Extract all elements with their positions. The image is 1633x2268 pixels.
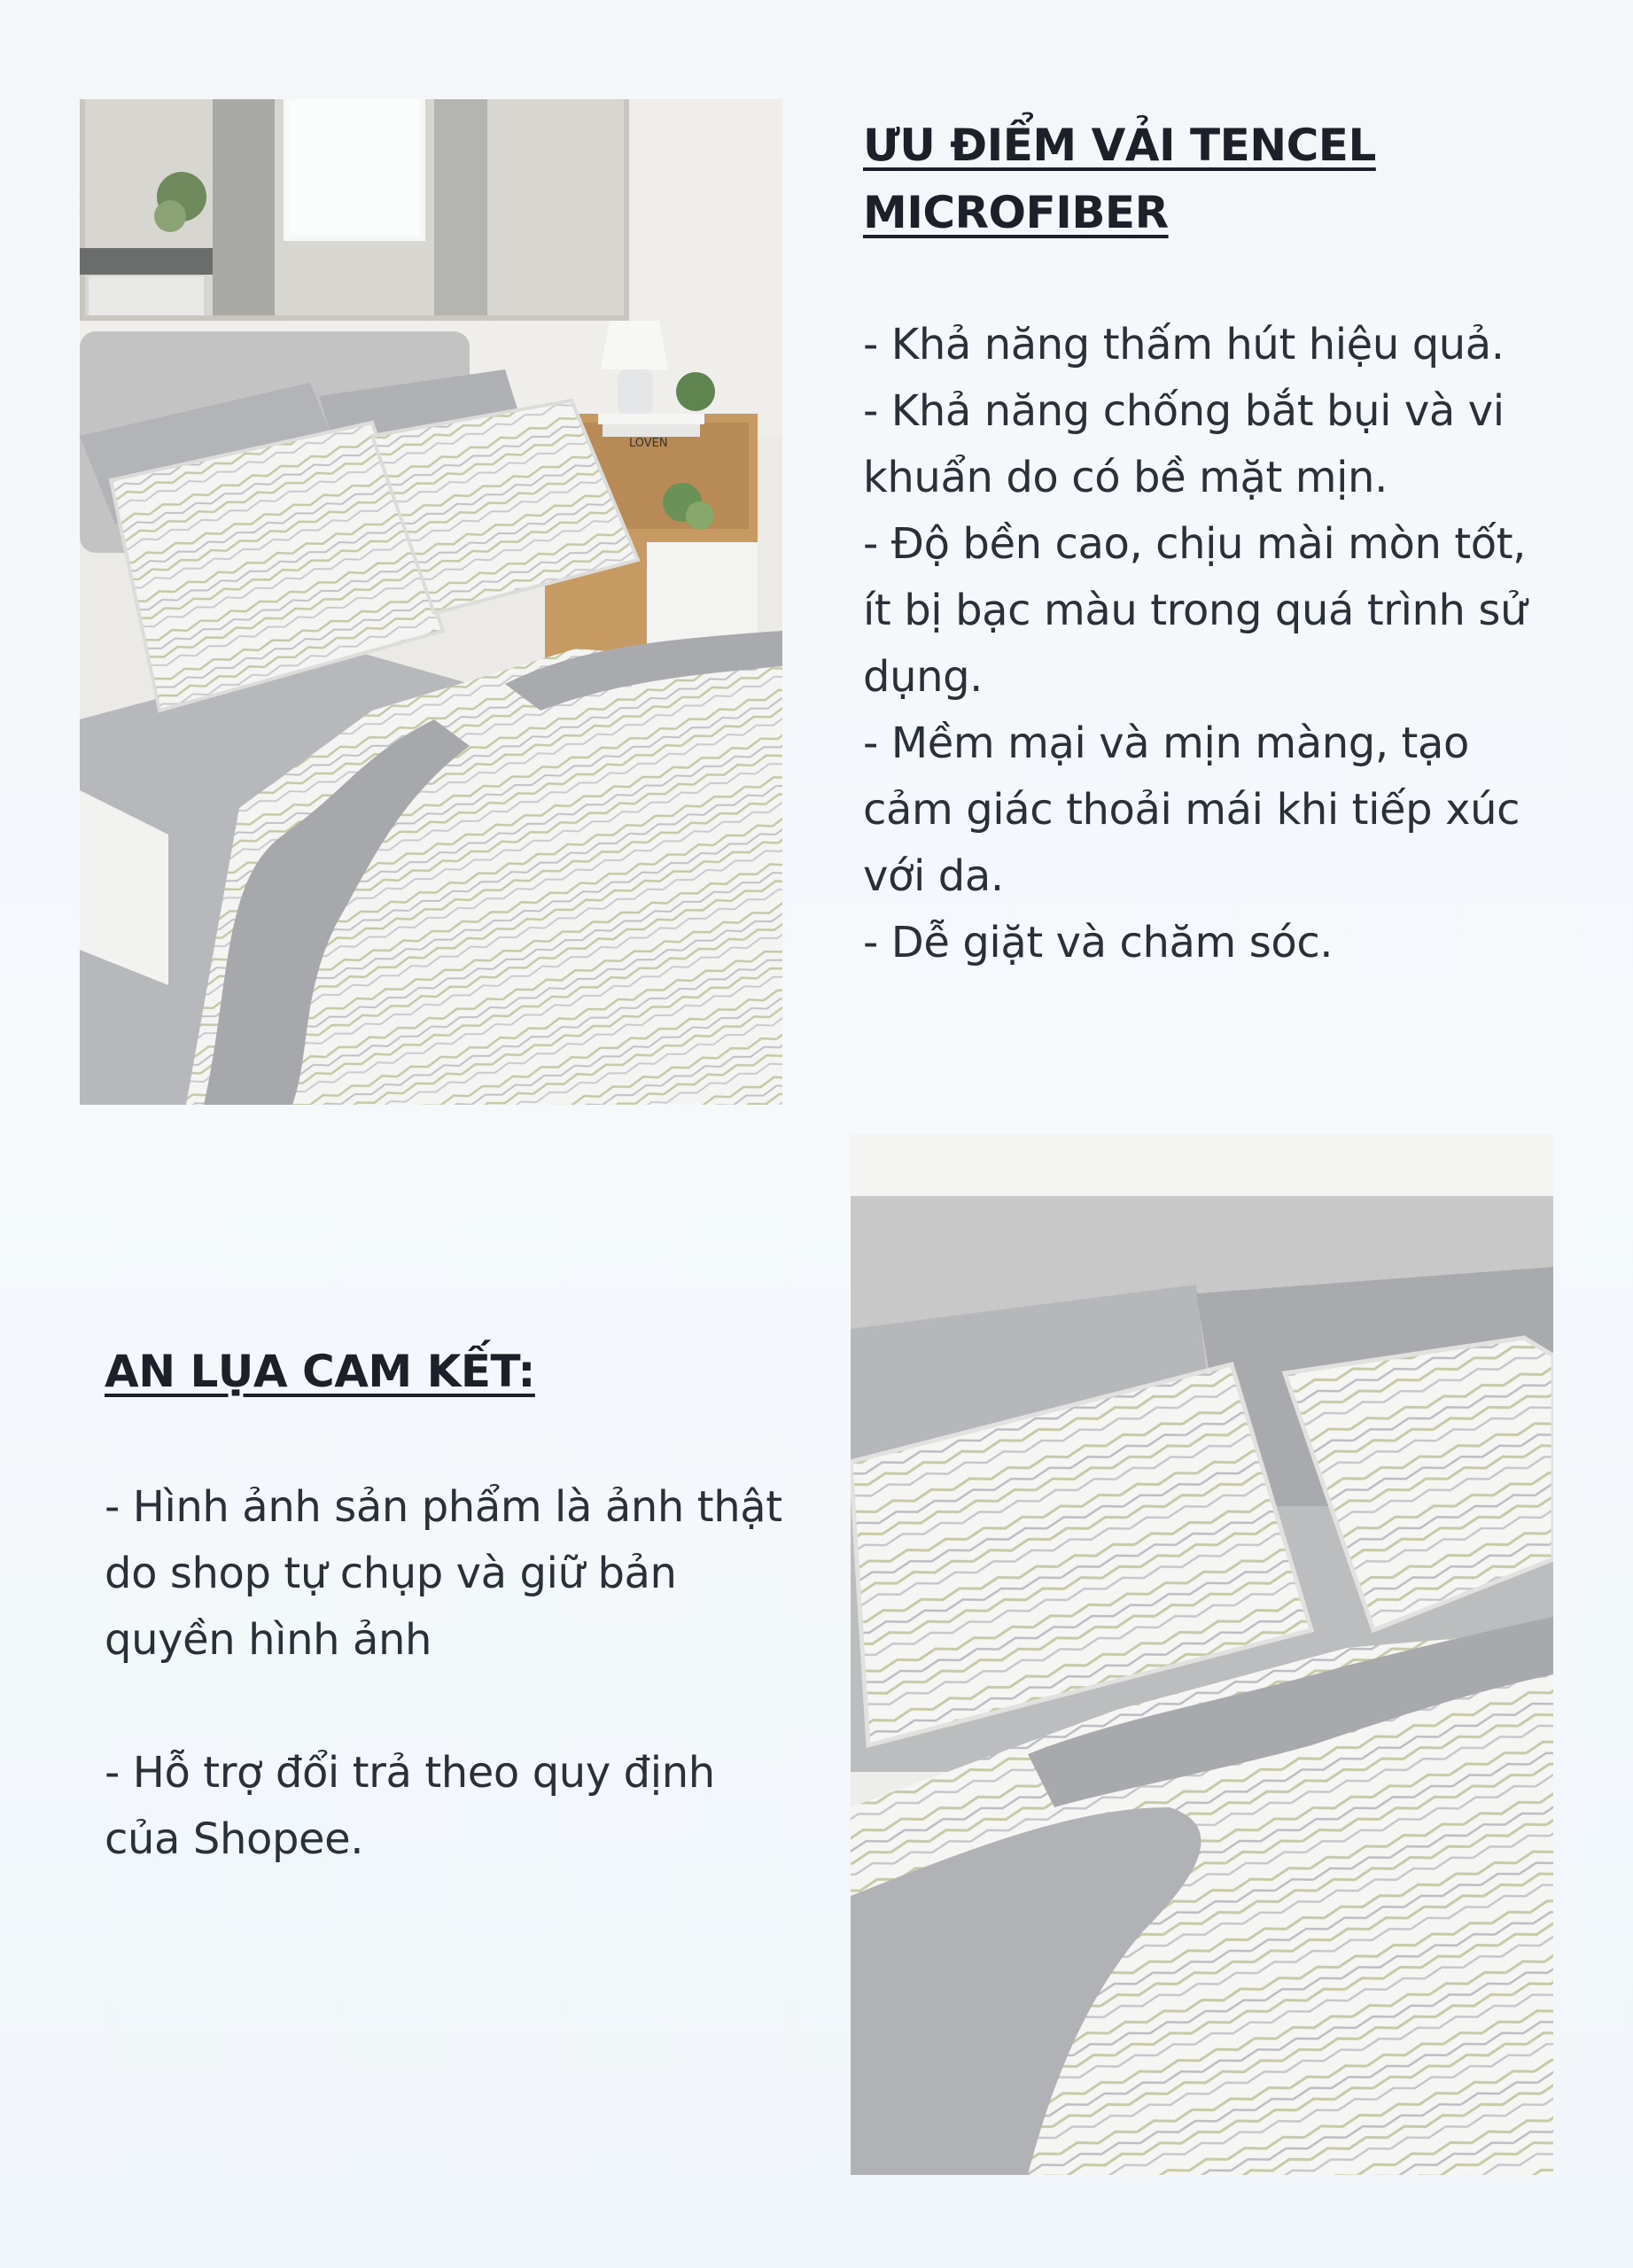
benefits-list: [863, 312, 1554, 976]
benefit-item: - Khả năng thấm hút hiệu quả.: [863, 320, 1505, 369]
benefit-item: - Dễ giặt và chăm sóc.: [863, 918, 1334, 967]
bedroom-illustration: [80, 99, 782, 1105]
commitment-item: - Hỗ trợ đổi trả theo quy định của Shopee.: [105, 1748, 715, 1864]
benefit-item: - Độ bền cao, chịu mài mòn tốt, ít bị bạc màu trong quá trình sử dụng.: [863, 519, 1528, 702]
benefits-heading: ƯU ĐIỂM VẢI TENCEL MICROFIBER: [863, 120, 1376, 238]
commitment-item: - Hình ảnh sản phẩm là ảnh thật do shop tự chụp và giữ bản quyền hình ảnh: [105, 1482, 782, 1665]
commitment-heading: AN LỤA CAM KẾT:: [105, 1346, 535, 1397]
book-label: LOVEN: [629, 437, 668, 450]
bedding-closeup-illustration: [851, 1134, 1553, 2175]
bedding-closeup-photo: [851, 1134, 1553, 2175]
benefit-item: - Mềm mại và mịn màng, tạo cảm giác thoải mái khi tiếp xúc với da.: [863, 718, 1520, 901]
commitment-list: [105, 1474, 796, 1873]
benefit-item: - Khả năng chống bắt bụi và vi khuẩn do có bề mặt mịn.: [863, 386, 1505, 502]
bedroom-photo: [80, 99, 782, 1105]
